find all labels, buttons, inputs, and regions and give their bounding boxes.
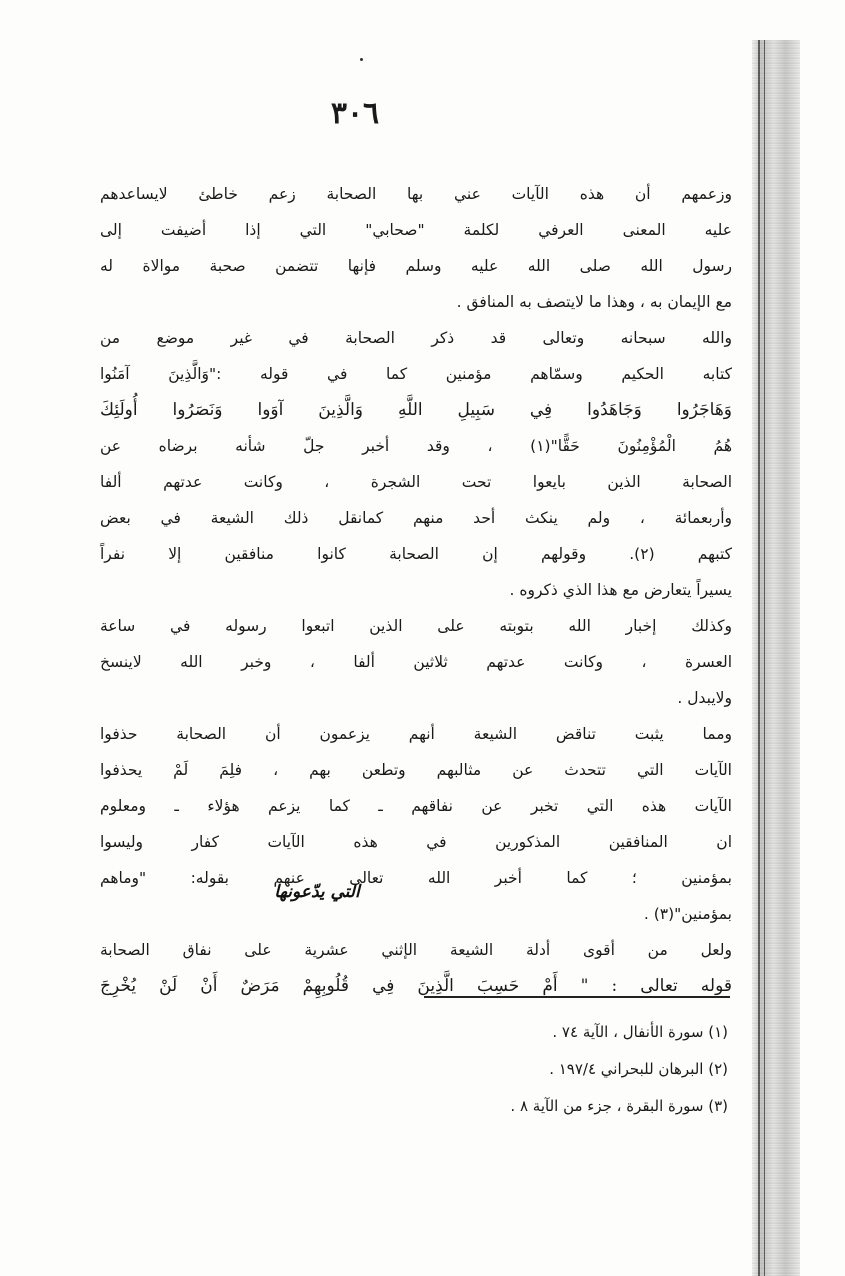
binding-line	[764, 40, 765, 1276]
footnote: (١) سورة الأنفال ، الآية ٧٤ .	[552, 1023, 728, 1041]
text-line: يسيراً يتعارض مع هذا الذي ذكروه .	[509, 581, 732, 599]
text-line: الآيات هذه التي تخبر عن نفاقهم ـ كما يزعم هؤلاء ـ ومعلوم	[100, 797, 732, 815]
text-line: وكذلك إخبار الله بتوبته على الذين اتبعوا رسوله في ساعة	[100, 617, 732, 635]
text-line: وأربعمائة ، ولم ينكث أحد منهم كمانقل ذلك الشيعة في بعض	[100, 509, 732, 527]
body-text	[100, 176, 732, 1004]
footnotes	[300, 1014, 728, 1125]
footnote: (٣) سورة البقرة ، جزء من الآية ٨ .	[510, 1097, 728, 1115]
quran-verse-line: وَهَاجَرُوا وَجَاهَدُوا فِي سَبِيلِ اللَّهِ وَالَّذِينَ آوَوا وَنَصَرُوا أُولَئِكَ	[100, 400, 732, 420]
page-number: ٣٠٦	[330, 96, 380, 131]
text-line: كتابه الحكيم وسمّاهم مؤمنين كما في قوله :"وَالَّذِينَ آمَنُوا	[100, 365, 732, 383]
binding-line	[758, 40, 760, 1276]
text-line: ان المنافقين المذكورين في هذه الآيات كفار وليسوا	[100, 833, 732, 851]
text-line: ولايبدل .	[677, 689, 732, 707]
text-line: العسرة ، وكانت عدتهم ثلاثين ألفا ، وخبر الله لاينسخ	[100, 653, 732, 671]
text-line: الآيات التي تتحدث عن مثالبهم وتطعن بهم ، فلِمَ لَمْ يحذفوا	[100, 761, 732, 779]
text-line: الصحابة الذين بايعوا تحت الشجرة ، وكانت عدتهم ألفا	[100, 473, 732, 491]
text-line: عليه المعنى العرفي لكلمة "صحابي" التي إذا أضيفت إلى	[100, 221, 732, 239]
handwritten-annotation: التي يدّعونها	[274, 882, 360, 902]
text-line: رسول الله صلى الله عليه وسلم فإنها تتضمن صحبة موالاة له	[100, 257, 732, 275]
text-line: بمؤمنين"(٣) .	[643, 905, 732, 923]
text-line: وزعمهم أن هذه الآيات عني بها الصحابة زعم خاطئ لايساعدهم	[100, 185, 732, 203]
text-line: كتبهم (٢). وقولهم إن الصحابة كانوا منافقين إلا نفراً	[100, 545, 732, 563]
scan-speck	[360, 58, 363, 61]
footnote: (٢) البرهان للبحراني ١٩٧/٤ .	[549, 1060, 728, 1078]
footnote-separator	[424, 996, 730, 998]
quran-verse-line: قوله تعالى : " أَمْ حَسِبَ الَّذِينَ فِي قُلُوبِهِمْ مَرَضٌ أَنْ لَنْ يُخْرِجَ	[100, 976, 732, 996]
text-line: ولعل من أقوى أدلة الشيعة الإثني عشرية على نفاق الصحابة	[100, 941, 732, 959]
text-line: بمؤمنين ؛ كما أخبر الله تعالى عنهم بقوله: "وماهم	[100, 869, 732, 887]
text-line: والله سبحانه وتعالى قد ذكر الصحابة في غير موضع من	[100, 329, 732, 347]
text-line: هُمُ الْمُؤْمِنُونَ حَقًّا"(١) ، وقد أخبر جلّ شأنه برضاه عن	[100, 437, 732, 455]
text-line: مع الإيمان به ، وهذا ما لايتصف به المنافق .	[456, 293, 732, 311]
text-line: ومما يثبت تناقض الشيعة أنهم يزعمون أن الصحابة حذفوا	[100, 725, 732, 743]
